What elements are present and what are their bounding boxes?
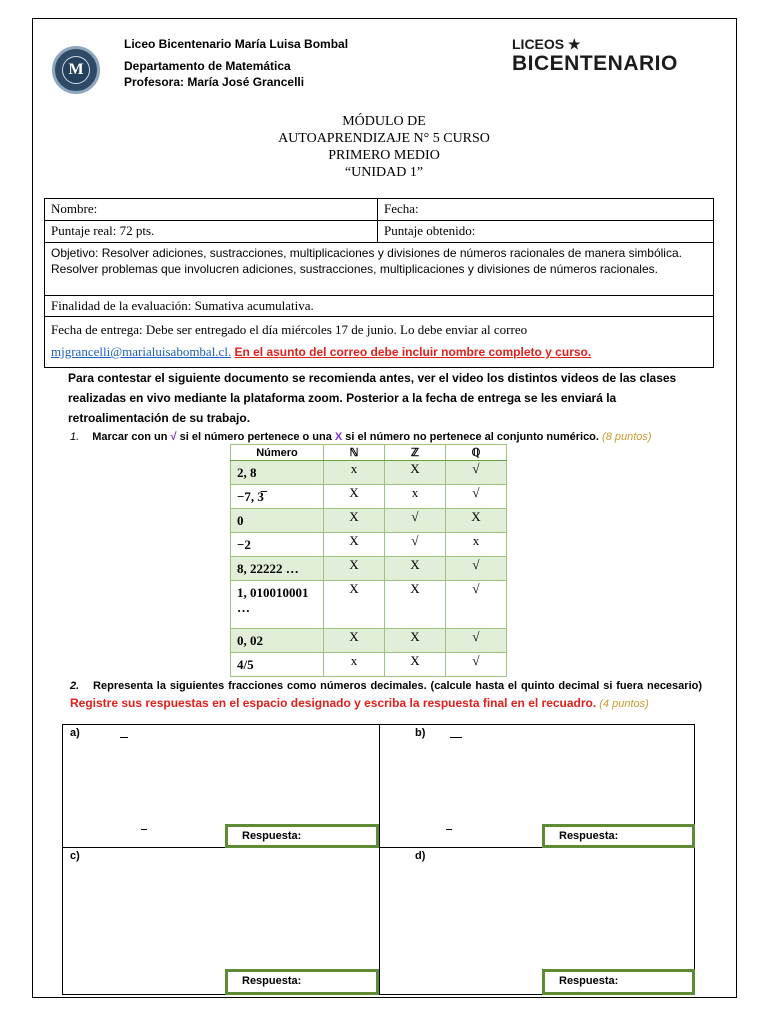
student-info-table [44, 198, 714, 368]
answer-box-a[interactable]: Respuesta: [225, 824, 379, 848]
label-a: a) [70, 727, 80, 739]
fraction-bar-a2 [141, 829, 147, 830]
question-2-number: 2. [70, 680, 80, 692]
answer-cell[interactable]: X [324, 485, 385, 509]
answer-cell[interactable]: X [324, 581, 385, 629]
header-integers: ℤ [385, 445, 446, 461]
answer-cell[interactable]: √ [446, 557, 507, 581]
answer-cell[interactable]: √ [446, 461, 507, 485]
header-rationals: ℚ [446, 445, 507, 461]
table-row [231, 653, 507, 677]
teacher-name: Profesora: María José Grancelli [124, 75, 305, 89]
answer-cell[interactable]: X [385, 461, 446, 485]
date-label: Fecha: [384, 201, 419, 216]
school-name: Liceo Bicentenario María Luisa Bombal [124, 37, 349, 51]
number-cell: 0 [231, 509, 324, 533]
question-1-number: 1. [70, 431, 80, 443]
number-cell: 8, 22222 … [231, 557, 324, 581]
delivery-cell [45, 317, 714, 368]
answer-cell[interactable]: √ [446, 629, 507, 653]
school-logo [52, 46, 100, 94]
table-row [231, 461, 507, 485]
number-cell: 0, 02 [231, 629, 324, 653]
email-link[interactable]: mjgrancelli@marialuisabombal.cl. [51, 344, 232, 359]
name-label: Nombre: [51, 201, 98, 216]
question-2 [70, 678, 702, 713]
title-line-4: “UNIDAD 1” [344, 165, 424, 180]
answer-cell[interactable]: √ [385, 509, 446, 533]
date-cell[interactable] [378, 199, 714, 221]
department-name: Departamento de Matemática [124, 59, 291, 73]
score-real-cell [45, 221, 378, 243]
number-cell: 2, 8 [231, 461, 324, 485]
answer-cell[interactable]: X [324, 509, 385, 533]
answer-cell[interactable]: √ [446, 581, 507, 629]
answer-cell[interactable]: X [324, 533, 385, 557]
fraction-bar-a [120, 737, 128, 738]
answer-cell[interactable]: x [324, 653, 385, 677]
answer-box-c[interactable]: Respuesta: [225, 969, 379, 995]
brand-logo: BICENTENARIO [512, 52, 678, 75]
cross-mark-icon: X [334, 431, 343, 443]
answer-cell[interactable]: X [385, 629, 446, 653]
answer-box-d[interactable]: Respuesta: [542, 969, 695, 995]
q2-red-instruction: Registre sus respuestas en el espacio designado y escriba la respuesta final en el recuadro. [70, 696, 597, 710]
answer-cell[interactable]: X [446, 509, 507, 533]
answer-cell[interactable]: X [324, 629, 385, 653]
answer-cell[interactable]: x [324, 461, 385, 485]
purpose-text: Finalidad de la evaluación: Sumativa acumulativa. [51, 298, 314, 313]
answer-cell[interactable]: X [385, 653, 446, 677]
header-number: Número [231, 445, 324, 461]
title-line-2: AUTOAPRENDIZAJE N° 5 CURSO [278, 131, 490, 146]
q1-text-b: si el número pertenece o una [179, 431, 332, 443]
title-line-1: MÓDULO DE [342, 114, 426, 129]
answer-cell[interactable]: x [385, 485, 446, 509]
score-obtained-label: Puntaje obtenido: [384, 223, 476, 238]
answer-cell[interactable]: √ [446, 485, 507, 509]
fraction-bar-b [450, 737, 462, 738]
intro-paragraph: Para contestar el siguiente documento se recomienda antes, ver el video los distintos videos de las clases realizadas en vivo mediante la plataforma zoom. Posterior a la fecha de entrega se les enviará la retroalimentación de su trabajo. [68, 371, 677, 425]
q1-points: (8 puntos) [602, 431, 652, 443]
fraction-bar-b2 [446, 829, 452, 830]
score-real: Puntaje real: 72 pts. [51, 223, 155, 238]
number-cell: −2 [231, 533, 324, 557]
answer-cell[interactable]: √ [446, 653, 507, 677]
numeric-sets-table [230, 444, 507, 677]
table-row [231, 509, 507, 533]
table-row [231, 629, 507, 653]
label-d: d) [415, 850, 426, 862]
label-b: b) [415, 727, 426, 739]
label-c: c) [70, 850, 80, 862]
table-row [231, 557, 507, 581]
header-naturals: ℕ [324, 445, 385, 461]
answer-cell[interactable]: X [385, 581, 446, 629]
delivery-text: Fecha de entrega: Debe ser entregado el día miércoles 17 de junio. Lo debe enviar al correo [51, 322, 528, 337]
objective-cell [45, 243, 714, 296]
answer-box-b[interactable]: Respuesta: [542, 824, 695, 848]
check-mark-icon: √ [170, 431, 177, 443]
answer-cell[interactable]: √ [385, 533, 446, 557]
answer-cell[interactable]: X [385, 557, 446, 581]
q2-points: (4 puntos) [599, 698, 649, 710]
number-cell: −7, 3̅ [231, 485, 324, 509]
question-1 [70, 431, 710, 443]
table-row [231, 581, 507, 629]
table-row [231, 533, 507, 557]
answer-cell[interactable]: X [324, 557, 385, 581]
table-row [231, 485, 507, 509]
purpose-cell [45, 296, 714, 317]
logo-emblem: M [62, 56, 90, 84]
number-cell: 4/5 [231, 653, 324, 677]
subject-note: En el asunto del correo debe incluir nombre completo y curso. [234, 345, 592, 359]
q1-text-c: si el número no pertenece al conjunto numérico. [345, 431, 599, 443]
answer-cell[interactable]: x [446, 533, 507, 557]
title-line-3: PRIMERO MEDIO [328, 148, 440, 163]
name-cell[interactable] [45, 199, 378, 221]
objective-text: Objetivo: Resolver adiciones, sustracciones, multiplicaciones y divisiones de números racionales de manera simbólica. Resolver problemas que involucren adiciones, sustracciones, multiplicaciones y divisiones de números racionales. [51, 246, 682, 276]
brand-logo-top: LICEOS ★ [512, 38, 581, 50]
number-cell: 1, 010010001 … [231, 581, 324, 629]
score-obtained-cell[interactable] [378, 221, 714, 243]
q2-text: Representa la siguientes fracciones como números decimales. (calcule hasta el quinto decimal si fuera necesario) [93, 680, 703, 692]
q1-text-a: Marcar con un [92, 431, 168, 443]
